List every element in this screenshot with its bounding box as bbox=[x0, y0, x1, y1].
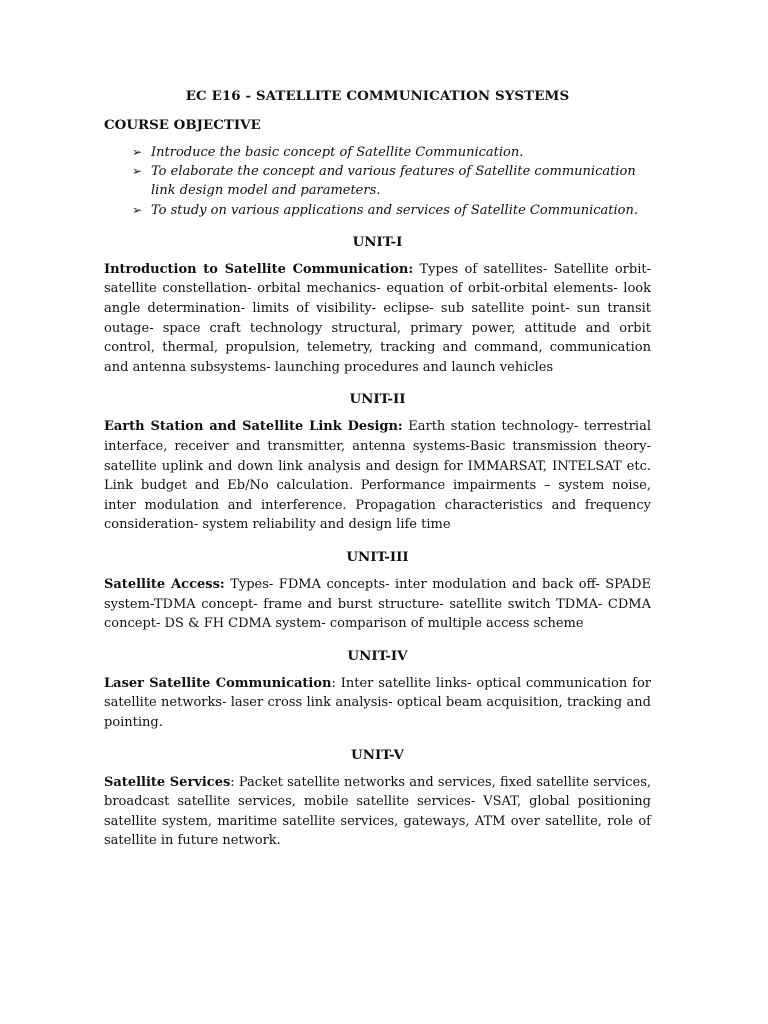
arrow-bullet-icon: ➢ bbox=[132, 145, 143, 159]
objective-item bbox=[132, 201, 651, 220]
unit-4-title: UNIT-IV bbox=[347, 647, 408, 664]
unit-5-text: : Packet satellite networks and services, fixed satellite services, broadcast satellite services, mobile satellite services- VSAT, global positioning satellite system, maritime satellite services, gateways, ATM over satellite, role of satellite in future network. bbox=[104, 774, 651, 849]
unit-1-body bbox=[104, 260, 651, 378]
unit-4-body bbox=[104, 674, 651, 733]
unit-4-text: : Inter satellite links- optical communication for satellite networks- laser cross link analysis- optical beam acquisition, tracking and pointing. bbox=[104, 675, 651, 730]
unit-2-lead: Earth Station and Satellite Link Design: bbox=[104, 419, 403, 435]
unit-2-text: Earth station technology- terrestrial interface, receiver and transmitter, antenna systems-Basic transmission theory- satellite uplink and down link analysis and design for IMMARSAT, INTELSAT etc. Link budget and Eb/No calculation. Performance impairments – system noise, inter modulation and interference. Propagation characteristics and frequency consideration- system reliability and design life time bbox=[104, 419, 651, 533]
unit-5-body bbox=[104, 773, 651, 851]
unit-3-title: UNIT-III bbox=[346, 548, 409, 565]
objective-item bbox=[132, 162, 651, 200]
objective-item bbox=[132, 143, 651, 162]
document-title: EC E16 - SATELLITE COMMUNICATION SYSTEMS bbox=[185, 88, 570, 104]
arrow-bullet-icon: ➢ bbox=[132, 202, 143, 217]
unit-5-lead: Satellite Services bbox=[104, 774, 231, 790]
unit-5-title: UNIT-V bbox=[351, 746, 404, 763]
unit-1-lead: Introduction to Satellite Communication: bbox=[104, 261, 414, 277]
unit-2-body bbox=[104, 417, 651, 535]
objective-text: Introduce the basic concept of Satellite Communication. bbox=[151, 145, 524, 160]
objectives-list bbox=[104, 143, 651, 220]
objective-text: To elaborate the concept and various features of Satellite communication link design model and parameters. bbox=[151, 164, 636, 199]
unit-3-lead: Satellite Access: bbox=[104, 576, 225, 592]
unit-2-title: UNIT-II bbox=[349, 391, 406, 408]
unit-1-title: UNIT-I bbox=[352, 233, 403, 250]
objective-text: To study on various applications and services of Satellite Communication. bbox=[151, 202, 638, 218]
unit-3-text: Types- FDMA concepts- inter modulation and back off- SPADE system-TDMA concept- frame and burst structure- satellite switch TDMA- CDMA concept- DS & FH CDMA system- comparison of multiple access scheme bbox=[104, 576, 651, 632]
course-objective-heading: COURSE OBJECTIVE bbox=[104, 117, 261, 133]
unit-1-text: Types of satellites- Satellite orbit- satellite constellation- orbital mechanics- equation of orbit-orbital elements- look angle determination- limits of visibility- eclipse- sub satellite point- sun transit outage- space craft technology structural, primary power, attitude and orbit control, thermal, propulsion, telemetry, tracking and command, communication and antenna subsystems- launching procedures and launch vehicles bbox=[104, 261, 651, 375]
arrow-bullet-icon: ➢ bbox=[132, 164, 143, 179]
unit-4-lead: Laser Satellite Communication bbox=[104, 675, 332, 691]
unit-3-body bbox=[104, 575, 651, 634]
